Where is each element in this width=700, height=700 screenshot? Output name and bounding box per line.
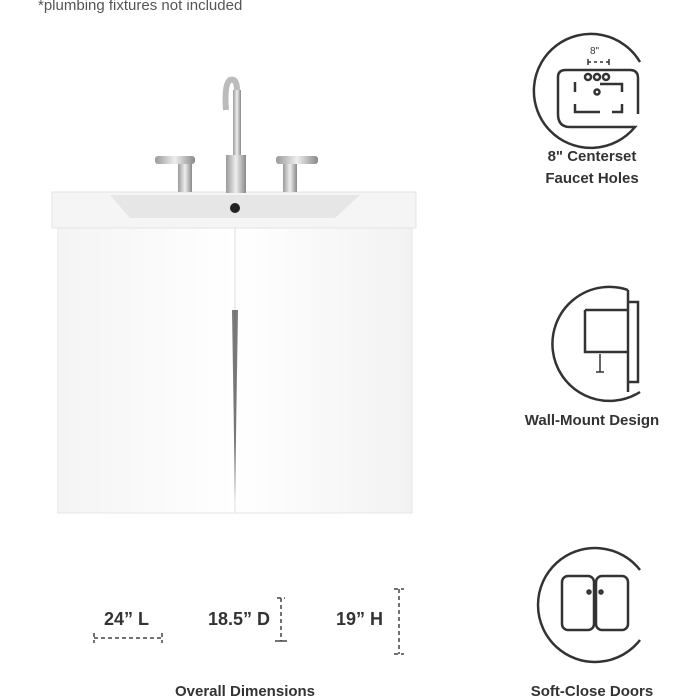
feature-faucet-line1: 8" Centerset <box>547 148 637 165</box>
length-dashed-line <box>93 632 163 644</box>
svg-text:8": 8" <box>590 46 600 57</box>
fixtures-note: *plumbing fixtures not included <box>38 0 243 14</box>
wall-mount-icon <box>530 282 660 412</box>
depth-dimension: 18.5” D <box>208 609 271 629</box>
height-dimension: 19” H <box>336 609 384 629</box>
height-dashed-line <box>393 588 405 656</box>
soft-close-doors-icon <box>530 540 660 670</box>
length-dimension: 24” L <box>104 609 150 629</box>
dimensions-caption: Overall Dimensions <box>174 683 316 700</box>
feature-faucet-line2: Faucet Holes <box>545 170 639 187</box>
faucet-holes-icon <box>530 22 660 152</box>
feature-soft-close: Soft-Close Doors <box>530 683 654 700</box>
feature-wall-mount: Wall-Mount Design <box>524 412 660 429</box>
vanity-image <box>0 0 420 530</box>
depth-dashed-line <box>274 597 288 643</box>
